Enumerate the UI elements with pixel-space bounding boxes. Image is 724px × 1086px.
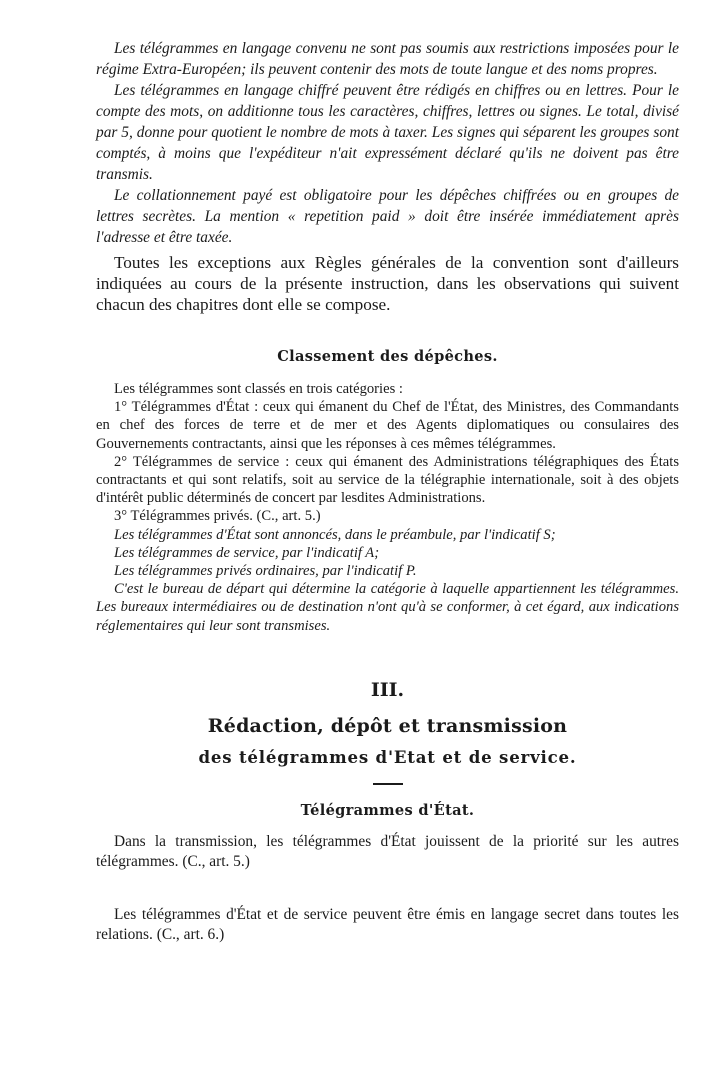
classement-intro: Les télégrammes sont classés en trois catégories : (114, 381, 403, 397)
secret-language-paragraph: Les télégrammes d'État et de service peuvent être émis en langage secret dans toutes les relations. (C., art. 6.) (96, 905, 679, 944)
priority-paragraph: Dans la transmission, les télégrammes d'État jouissent de la priorité sur les autres télégrammes. (C., art. 5.) (96, 832, 679, 871)
note-indicatif-s: Les télégrammes d'État sont annoncés, dans le préambule, par l'indicatif S; (114, 526, 556, 543)
classement-heading: Classement des dépêches. (277, 348, 498, 365)
intro-paragraph-collationnement: Le collationnement payé est obligatoire pour les dépêches chiffrées ou en groupes de lettres secrètes. La mention « repetition paid » doit être insérée immédiatement après l'adresse et être taxée. (96, 187, 679, 246)
note-indicatif-p: Les télégrammes privés ordinaires, par l'indicatif P. (114, 563, 417, 580)
section-title-line1: Rédaction, dépôt et transmission (207, 714, 568, 737)
category-etat: 1° Télégrammes d'État : ceux qui émanent du Chef de l'État, des Ministres, des Commandants en chef des forces de terre et de mer et des Agents diplomatiques ou consulaires des Gouvernements contractants, ainsi que les réponses à ces mêmes télégrammes. (96, 399, 679, 452)
intro-paragraph-convenu: Les télégrammes en langage convenu ne sont pas soumis aux restrictions imposées pour le régime Extra-Européen; ils peuvent contenir des mots de toute langue et des noms propres. (96, 40, 679, 78)
classement-section (96, 380, 679, 635)
category-prives: 3° Télégrammes privés. (C., art. 5.) (114, 508, 321, 525)
telegrammes-etat-heading: Télégrammes d'État. (300, 801, 475, 819)
note-bureau-depart: C'est le bureau de départ qui détermine la catégorie à laquelle appartiennent les télégrammes. Les bureaux intermédiaires ou de destination n'ont qu'à se conformer, à cet égard, aux indications réglementaires qui leur sont transmises. (96, 581, 679, 634)
section-number: III. (370, 678, 405, 701)
document-page (96, 38, 679, 946)
section-divider (373, 783, 403, 785)
intro-paragraph-exceptions: Toutes les exceptions aux Règles générales de la convention sont d'ailleurs indiquées au cours de la présente instruction, dans les observations qui suivent chacun des chapitres dont elle se compose. (96, 253, 679, 314)
intro-paragraph-chiffre: Les télégrammes en langage chiffré peuvent être rédigés en chiffres ou en lettres. Pour le compte des mots, on additionne tous les caractères, chiffres, lettres ou signes. Le total, divisé par 5, donne pour quotient le nombre de mots à taxer. Les signes qui séparent les groupes sont comptés, à moins que l'expéditeur n'ait expressément déclaré qu'ils ne doivent pas être transmis. (96, 82, 679, 183)
section-title-line2: des télégrammes d'Etat et de service. (198, 746, 577, 767)
category-service: 2° Télégrammes de service : ceux qui émanent des Administrations télégraphiques des États contractants et qui sont relatifs, soit au service de la télégraphie internationale, soit à des objets d'intérêt public déterminés de concert par lesdites Administrations. (96, 453, 679, 507)
note-indicatif-a: Les télégrammes de service, par l'indicatif A; (114, 544, 380, 561)
